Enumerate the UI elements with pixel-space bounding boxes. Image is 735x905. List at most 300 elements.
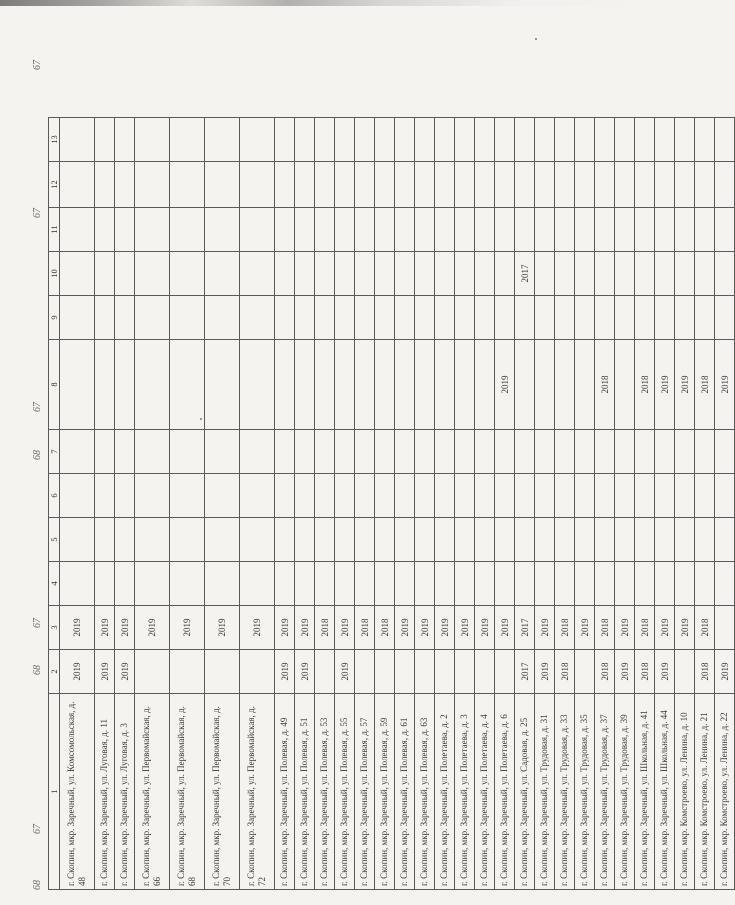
address-cell: г. Скопин, мкр. Заречный, ул. Школьная, д. 41: [635, 694, 655, 890]
year-cell-col11: [95, 208, 115, 252]
year-cell-col6: [335, 474, 355, 518]
year-cell-col3: 2019: [535, 606, 555, 650]
year-cell-col11: [60, 208, 95, 252]
year-cell-col2: [455, 650, 475, 694]
year-cell-col5: [205, 518, 240, 562]
year-cell-col7: [535, 430, 555, 474]
column-header-4: 4: [49, 562, 60, 606]
year-cell-col9: [275, 296, 295, 340]
address-cell: г. Скопин, мкр. Заречный, ул. Полетаева, д. 4: [475, 694, 495, 890]
table-row: [635, 118, 655, 890]
year-cell-col11: [275, 208, 295, 252]
year-cell-col11: [475, 208, 495, 252]
year-cell-col7: [60, 430, 95, 474]
year-cell-col9: [95, 296, 115, 340]
year-cell-col7: [415, 430, 435, 474]
year-cell-col11: [455, 208, 475, 252]
year-cell-col10: [60, 252, 95, 296]
year-cell-col10: [635, 252, 655, 296]
year-cell-col12: [115, 162, 135, 208]
address-cell: г. Скопин, мкр. Заречный, ул. Первомайская, д. 68: [170, 694, 205, 890]
year-cell-col10: [415, 252, 435, 296]
year-cell-col5: [335, 518, 355, 562]
year-cell-col4: [435, 562, 455, 606]
year-cell-col13: [95, 118, 115, 162]
year-cell-col13: [535, 118, 555, 162]
year-cell-col6: [205, 474, 240, 518]
column-header-11: 11: [49, 208, 60, 252]
year-cell-col7: [375, 430, 395, 474]
year-cell-col2: [315, 650, 335, 694]
year-cell-col5: [515, 518, 535, 562]
year-cell-col10: [495, 252, 515, 296]
year-cell-col7: [205, 430, 240, 474]
address-cell: г. Скопин, мкр. Заречный, ул. Полевая, д. 63: [415, 694, 435, 890]
year-cell-col2: [495, 650, 515, 694]
year-cell-col7: [655, 430, 675, 474]
year-cell-col11: [135, 208, 170, 252]
year-cell-col9: [205, 296, 240, 340]
year-cell-col2: [415, 650, 435, 694]
year-cell-col2: 2019: [60, 650, 95, 694]
year-cell-col4: [695, 562, 715, 606]
year-cell-col8: [475, 340, 495, 430]
year-cell-col13: [515, 118, 535, 162]
year-cell-col5: [170, 518, 205, 562]
year-cell-col12: [695, 162, 715, 208]
year-cell-col5: [655, 518, 675, 562]
address-cell: г. Скопин, мкр. Заречный, ул. Трудовая, д. 35: [575, 694, 595, 890]
year-cell-col6: [95, 474, 115, 518]
year-cell-col9: [475, 296, 495, 340]
year-cell-col5: [495, 518, 515, 562]
year-cell-col13: [715, 118, 735, 162]
year-cell-col10: [395, 252, 415, 296]
year-cell-col12: [475, 162, 495, 208]
address-cell: г. Скопин, мкр. Заречный, ул. Полетаева, д. 2: [435, 694, 455, 890]
table-row: [615, 118, 635, 890]
year-cell-col3: 2019: [135, 606, 170, 650]
year-cell-col11: [715, 208, 735, 252]
year-cell-col11: [535, 208, 555, 252]
year-cell-col8: [515, 340, 535, 430]
year-cell-col6: [115, 474, 135, 518]
document-table-wrapper: [48, 117, 735, 890]
year-cell-col3: 2018: [595, 606, 615, 650]
page-number-col13: 67: [32, 60, 43, 70]
year-cell-col3: [715, 606, 735, 650]
year-cell-col10: [655, 252, 675, 296]
year-cell-col8: [275, 340, 295, 430]
year-cell-col12: [515, 162, 535, 208]
page-number-col10: 67: [32, 208, 43, 218]
year-cell-col5: [415, 518, 435, 562]
year-cell-col10: [715, 252, 735, 296]
year-cell-col11: [435, 208, 455, 252]
year-cell-col7: [295, 430, 315, 474]
year-cell-col3: 2019: [205, 606, 240, 650]
column-header-2: 2: [49, 650, 60, 694]
year-cell-col12: [595, 162, 615, 208]
year-cell-col2: [240, 650, 275, 694]
year-cell-col3: 2018: [375, 606, 395, 650]
year-cell-col4: [295, 562, 315, 606]
year-cell-col7: [695, 430, 715, 474]
year-cell-col8: [555, 340, 575, 430]
address-cell: г. Скопин, мкр. Заречный, ул. Трудовая, д. 37: [595, 694, 615, 890]
year-cell-col13: [595, 118, 615, 162]
year-cell-col9: [715, 296, 735, 340]
year-cell-col3: 2019: [95, 606, 115, 650]
table-row: [115, 118, 135, 890]
address-cell: г. Скопин, мкр. Заречный, ул. Комсомольская, д. 48: [60, 694, 95, 890]
year-cell-col10: [695, 252, 715, 296]
year-cell-col9: [515, 296, 535, 340]
year-cell-col13: [295, 118, 315, 162]
table-row: [455, 118, 475, 890]
year-cell-col8: [355, 340, 375, 430]
year-cell-col3: 2019: [415, 606, 435, 650]
year-cell-col10: [335, 252, 355, 296]
year-cell-col10: [555, 252, 575, 296]
year-cell-col2: 2017: [515, 650, 535, 694]
year-cell-col3: 2017: [515, 606, 535, 650]
year-cell-col10: [240, 252, 275, 296]
year-cell-col4: [60, 562, 95, 606]
year-cell-col6: [595, 474, 615, 518]
column-header-7: 7: [49, 430, 60, 474]
year-cell-col9: [60, 296, 95, 340]
year-cell-col8: [315, 340, 335, 430]
year-cell-col7: [475, 430, 495, 474]
year-cell-col11: [295, 208, 315, 252]
year-cell-col8: 2019: [675, 340, 695, 430]
address-cell: г. Скопин, мкр. Комстроево, ул. Ленина, д. 22: [715, 694, 735, 890]
table-row: [575, 118, 595, 890]
year-cell-col10: [595, 252, 615, 296]
year-cell-col12: [240, 162, 275, 208]
year-cell-col3: 2019: [335, 606, 355, 650]
year-cell-col8: 2018: [595, 340, 615, 430]
year-cell-col5: [455, 518, 475, 562]
year-cell-col2: 2018: [635, 650, 655, 694]
year-cell-col12: [135, 162, 170, 208]
year-cell-col13: [415, 118, 435, 162]
year-cell-col13: [135, 118, 170, 162]
table-row: [95, 118, 115, 890]
year-cell-col4: [375, 562, 395, 606]
year-cell-col13: [495, 118, 515, 162]
year-cell-col7: [495, 430, 515, 474]
year-cell-col4: [495, 562, 515, 606]
year-cell-col5: [375, 518, 395, 562]
year-cell-col3: 2019: [675, 606, 695, 650]
year-cell-col12: [275, 162, 295, 208]
table-row: [375, 118, 395, 890]
year-cell-col5: [295, 518, 315, 562]
table-row: [315, 118, 335, 890]
year-cell-col9: [575, 296, 595, 340]
table-row: [170, 118, 205, 890]
column-header-6: 6: [49, 474, 60, 518]
year-cell-col9: [135, 296, 170, 340]
year-cell-col12: [95, 162, 115, 208]
year-cell-col6: [315, 474, 335, 518]
year-cell-col11: [355, 208, 375, 252]
year-cell-col11: [240, 208, 275, 252]
year-cell-col11: [615, 208, 635, 252]
year-cell-col2: 2019: [655, 650, 675, 694]
year-cell-col3: 2019: [275, 606, 295, 650]
page-number-col6: 68: [32, 450, 43, 460]
table-row: [475, 118, 495, 890]
year-cell-col5: [95, 518, 115, 562]
year-cell-col10: [115, 252, 135, 296]
year-cell-col10: [170, 252, 205, 296]
year-cell-col8: [415, 340, 435, 430]
year-cell-col7: [555, 430, 575, 474]
table-row: [535, 118, 555, 890]
year-cell-col13: [555, 118, 575, 162]
year-cell-col11: [375, 208, 395, 252]
year-cell-col2: 2019: [115, 650, 135, 694]
year-cell-col6: [635, 474, 655, 518]
year-cell-col4: [95, 562, 115, 606]
year-cell-col12: [655, 162, 675, 208]
year-cell-col6: [515, 474, 535, 518]
address-cell: г. Скопин, мкр. Заречный, ул. Полевая, д. 61: [395, 694, 415, 890]
year-cell-col5: [135, 518, 170, 562]
year-cell-col12: [435, 162, 455, 208]
year-cell-col6: [170, 474, 205, 518]
year-cell-col7: [395, 430, 415, 474]
year-cell-col10: [205, 252, 240, 296]
address-cell: г. Скопин, мкр. Заречный, ул. Полевая, д. 49: [275, 694, 295, 890]
year-cell-col10: [575, 252, 595, 296]
year-cell-col6: [695, 474, 715, 518]
year-cell-col2: 2019: [295, 650, 315, 694]
year-cell-col8: [375, 340, 395, 430]
year-cell-col2: 2018: [595, 650, 615, 694]
address-cell: г. Скопин, мкр. Заречный, ул. Луговая, д. 11: [95, 694, 115, 890]
year-cell-col2: 2019: [335, 650, 355, 694]
year-cell-col7: [595, 430, 615, 474]
year-cell-col2: [355, 650, 375, 694]
year-cell-col11: [170, 208, 205, 252]
year-cell-col8: [240, 340, 275, 430]
year-cell-col13: [455, 118, 475, 162]
year-cell-col4: [575, 562, 595, 606]
year-cell-col12: [535, 162, 555, 208]
year-cell-col6: [135, 474, 170, 518]
year-cell-col9: [240, 296, 275, 340]
year-cell-col6: [435, 474, 455, 518]
year-cell-col6: [655, 474, 675, 518]
year-cell-col3: 2018: [695, 606, 715, 650]
year-cell-col3: 2018: [555, 606, 575, 650]
address-cell: г. Скопин, мкр. Заречный, ул. Трудовая, д. 39: [615, 694, 635, 890]
address-cell: г. Скопин, мкр. Заречный, ул. Полевая, д. 57: [355, 694, 375, 890]
year-cell-col10: [315, 252, 335, 296]
year-cell-col10: [355, 252, 375, 296]
year-cell-col4: [675, 562, 695, 606]
year-cell-col2: 2019: [715, 650, 735, 694]
year-cell-col7: [615, 430, 635, 474]
year-cell-col4: [595, 562, 615, 606]
address-cell: г. Скопин, мкр. Комстроево, ул. Ленина, д. 10: [675, 694, 695, 890]
year-cell-col9: [615, 296, 635, 340]
year-cell-col3: 2018: [355, 606, 375, 650]
year-cell-col3: 2018: [635, 606, 655, 650]
column-header-5: 5: [49, 518, 60, 562]
year-cell-col9: [435, 296, 455, 340]
year-cell-col11: [515, 208, 535, 252]
year-cell-col9: [115, 296, 135, 340]
year-cell-col5: [60, 518, 95, 562]
table-row: [135, 118, 170, 890]
year-cell-col3: 2019: [575, 606, 595, 650]
year-cell-col5: [675, 518, 695, 562]
year-cell-col12: [455, 162, 475, 208]
year-cell-col3: 2019: [655, 606, 675, 650]
year-cell-col11: [675, 208, 695, 252]
table-body: [60, 118, 735, 890]
year-cell-col10: 2017: [515, 252, 535, 296]
year-cell-col7: [115, 430, 135, 474]
year-cell-col12: [615, 162, 635, 208]
year-cell-col8: [170, 340, 205, 430]
table-row: [275, 118, 295, 890]
year-cell-col11: [555, 208, 575, 252]
table-row: [295, 118, 315, 890]
table-row: [695, 118, 715, 890]
year-cell-col4: [635, 562, 655, 606]
year-cell-col13: [335, 118, 355, 162]
year-cell-col9: [415, 296, 435, 340]
rotated-document: [30, 40, 730, 890]
page-number-col2: 68: [32, 665, 43, 675]
year-cell-col9: [455, 296, 475, 340]
year-cell-col3: 2019: [455, 606, 475, 650]
year-cell-col5: [555, 518, 575, 562]
year-cell-col2: [395, 650, 415, 694]
year-cell-col2: 2019: [275, 650, 295, 694]
address-cell: г. Скопин, мкр. Заречный, ул. Полевая, д. 53: [315, 694, 335, 890]
year-cell-col4: [515, 562, 535, 606]
year-cell-col6: [415, 474, 435, 518]
year-cell-col12: [415, 162, 435, 208]
year-cell-col11: [395, 208, 415, 252]
year-cell-col3: 2019: [60, 606, 95, 650]
year-cell-col12: [675, 162, 695, 208]
address-cell: г. Скопин, мкр. Заречный, ул. Полевая, д. 51: [295, 694, 315, 890]
year-cell-col8: [535, 340, 555, 430]
year-cell-col12: [355, 162, 375, 208]
year-cell-col9: [535, 296, 555, 340]
year-cell-col13: [315, 118, 335, 162]
year-cell-col3: 2019: [435, 606, 455, 650]
year-cell-col7: [455, 430, 475, 474]
year-cell-col2: [135, 650, 170, 694]
year-cell-col13: [675, 118, 695, 162]
year-cell-col11: [115, 208, 135, 252]
address-cell: г. Скопин, мкр. Заречный, ул. Трудовая, д. 33: [555, 694, 575, 890]
year-cell-col4: [115, 562, 135, 606]
year-cell-col9: [595, 296, 615, 340]
year-cell-col5: [435, 518, 455, 562]
year-cell-col5: [115, 518, 135, 562]
year-cell-col7: [515, 430, 535, 474]
year-cell-col4: [395, 562, 415, 606]
year-cell-col4: [655, 562, 675, 606]
year-cell-col4: [170, 562, 205, 606]
year-cell-col11: [575, 208, 595, 252]
year-cell-col5: [535, 518, 555, 562]
year-cell-col8: 2019: [655, 340, 675, 430]
year-cell-col9: [555, 296, 575, 340]
year-cell-col2: [375, 650, 395, 694]
year-cell-col9: [695, 296, 715, 340]
page-number-col3: 67: [32, 618, 43, 628]
year-cell-col8: [435, 340, 455, 430]
year-cell-col2: [435, 650, 455, 694]
year-cell-col13: [435, 118, 455, 162]
year-cell-col4: [275, 562, 295, 606]
year-cell-col4: [715, 562, 735, 606]
table-row: [240, 118, 275, 890]
year-cell-col10: [275, 252, 295, 296]
column-number-row: [49, 118, 60, 890]
address-cell: г. Скопин, мкр. Заречный, ул. Первомайская, д. 66: [135, 694, 170, 890]
year-cell-col2: [170, 650, 205, 694]
table-row: [515, 118, 535, 890]
table-row: [495, 118, 515, 890]
year-cell-col7: [635, 430, 655, 474]
table-row: [675, 118, 695, 890]
year-cell-col3: 2019: [295, 606, 315, 650]
column-header-1: 1: [49, 694, 60, 890]
year-cell-col13: [60, 118, 95, 162]
year-cell-col12: [315, 162, 335, 208]
year-cell-col8: [395, 340, 415, 430]
year-cell-col7: [275, 430, 295, 474]
year-cell-col8: [205, 340, 240, 430]
year-cell-col11: [335, 208, 355, 252]
year-cell-col10: [535, 252, 555, 296]
year-cell-col10: [375, 252, 395, 296]
year-cell-col13: [635, 118, 655, 162]
year-cell-col12: [555, 162, 575, 208]
table-row: [205, 118, 240, 890]
year-cell-col10: [615, 252, 635, 296]
scan-edge-artifact: [0, 0, 640, 6]
address-cell: г. Скопин, мкр. Заречный, ул. Трудовая, д. 31: [535, 694, 555, 890]
table-row: [60, 118, 95, 890]
year-cell-col6: [535, 474, 555, 518]
year-cell-col7: [95, 430, 115, 474]
table-row: [715, 118, 735, 890]
year-cell-col12: [635, 162, 655, 208]
address-cell: г. Скопин, мкр. Заречный, ул. Первомайская, д. 72: [240, 694, 275, 890]
year-cell-col11: [495, 208, 515, 252]
year-cell-col4: [615, 562, 635, 606]
year-cell-col2: [575, 650, 595, 694]
year-cell-col10: [95, 252, 115, 296]
year-cell-col8: 2018: [635, 340, 655, 430]
column-header-8: 8: [49, 340, 60, 430]
year-cell-col8: 2019: [715, 340, 735, 430]
year-cell-col12: [295, 162, 315, 208]
